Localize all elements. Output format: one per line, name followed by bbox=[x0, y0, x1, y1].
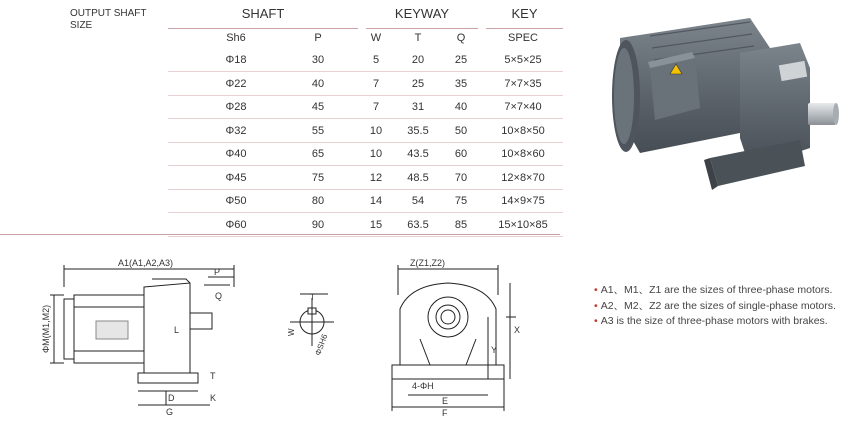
cell-t: 20 bbox=[411, 54, 425, 66]
cell-t: 25 bbox=[411, 77, 425, 90]
label-f: F bbox=[442, 408, 448, 418]
group-header-shaft: SHAFT bbox=[168, 2, 358, 29]
group-header-keyway: KEYWAY bbox=[366, 2, 478, 29]
table-bottom-rule bbox=[0, 234, 560, 235]
table-row bbox=[168, 142, 563, 166]
label-z: Z(Z1,Z2) bbox=[410, 258, 445, 268]
label-q: Q bbox=[215, 291, 223, 301]
cell-spec: 12×8×70 bbox=[501, 171, 545, 184]
cell-spec: 5×5×25 bbox=[504, 54, 542, 66]
col-header-t: T bbox=[414, 32, 422, 44]
table-row bbox=[168, 166, 563, 190]
cell-w: 15 bbox=[369, 218, 383, 231]
cell-spec: 14×9×75 bbox=[501, 195, 545, 207]
cell-sh6: Φ32 bbox=[225, 124, 247, 137]
label-k: K bbox=[210, 393, 217, 403]
cell-p: 30 bbox=[311, 54, 325, 66]
front-view-drawing bbox=[370, 255, 530, 420]
table-header bbox=[168, 2, 563, 44]
cell-p: 55 bbox=[311, 124, 325, 137]
cell-sh6: Φ60 bbox=[225, 218, 247, 231]
label-m: ΦM(M1,M2) bbox=[41, 304, 51, 353]
table-row bbox=[168, 213, 563, 237]
side-view-drawing bbox=[40, 255, 260, 420]
cell-spec: 10×8×60 bbox=[501, 148, 545, 160]
group-header-key: KEY bbox=[486, 2, 563, 29]
cell-w: 10 bbox=[369, 124, 383, 137]
table-row bbox=[168, 72, 563, 96]
table-row bbox=[168, 48, 563, 72]
label-d: D bbox=[168, 393, 175, 403]
cell-sh6: Φ28 bbox=[225, 101, 247, 113]
col-header-p: P bbox=[314, 32, 322, 44]
label-e: E bbox=[442, 396, 449, 406]
cell-w: 7 bbox=[372, 77, 380, 90]
cell-w: 7 bbox=[372, 101, 380, 113]
gear-motor-image bbox=[600, 8, 840, 208]
cell-t: 31 bbox=[411, 101, 425, 113]
cell-q: 85 bbox=[454, 218, 468, 231]
col-header-q: Q bbox=[456, 32, 466, 44]
cell-w: 12 bbox=[369, 171, 383, 184]
cell-q: 50 bbox=[454, 124, 468, 137]
cell-p: 75 bbox=[311, 171, 325, 184]
table-row bbox=[168, 189, 563, 213]
cell-p: 40 bbox=[311, 77, 325, 90]
cell-q: 75 bbox=[454, 195, 468, 207]
note-item bbox=[594, 299, 850, 315]
label-g: G bbox=[166, 407, 174, 417]
bullet-icon: • bbox=[594, 315, 598, 327]
cell-sh6: Φ18 bbox=[225, 54, 247, 66]
note-item bbox=[594, 314, 850, 330]
row-divider bbox=[168, 236, 563, 237]
label-y: Y bbox=[491, 345, 498, 355]
cell-p: 65 bbox=[311, 148, 325, 160]
cell-spec: 15×10×85 bbox=[498, 218, 548, 231]
cell-spec: 7×7×40 bbox=[504, 101, 542, 113]
cell-spec: 10×8×50 bbox=[501, 124, 545, 137]
note-text: A3 is the size of three-phase motors with brakes. bbox=[600, 315, 828, 327]
label-shaft-sh6: ΦSH6 bbox=[313, 332, 330, 357]
label-x: X bbox=[514, 325, 521, 335]
col-header-sh6: Sh6 bbox=[226, 32, 246, 44]
table-title: OUTPUT SHAFT SIZE bbox=[70, 8, 147, 31]
col-header-w: W bbox=[370, 32, 382, 44]
cell-p: 90 bbox=[311, 218, 325, 231]
cell-w: 10 bbox=[369, 148, 383, 160]
note-text: A2、M2、Z2 are the sizes of single-phase motors. bbox=[600, 299, 836, 312]
notes-list bbox=[594, 283, 850, 330]
bullet-icon: • bbox=[594, 284, 598, 296]
label-a1: A1(A1,A2,A3) bbox=[118, 258, 174, 268]
table-row bbox=[168, 119, 563, 143]
cell-t: 43.5 bbox=[407, 148, 429, 160]
cell-sh6: Φ45 bbox=[225, 171, 247, 184]
cell-t: 54 bbox=[411, 195, 425, 207]
cell-w: 5 bbox=[372, 54, 380, 66]
cell-t: 63.5 bbox=[407, 218, 429, 231]
label-t: T bbox=[210, 371, 216, 381]
cell-spec: 7×7×35 bbox=[504, 77, 542, 90]
label-shaft-w: W bbox=[287, 328, 296, 336]
cell-q: 60 bbox=[454, 148, 468, 160]
cell-q: 70 bbox=[454, 171, 468, 184]
col-header-spec: SPEC bbox=[508, 32, 538, 44]
cell-q: 40 bbox=[454, 101, 468, 113]
note-item bbox=[594, 283, 850, 299]
label-p: P bbox=[214, 267, 221, 277]
cell-t: 48.5 bbox=[407, 171, 429, 184]
shaft-section-drawing bbox=[286, 290, 346, 360]
label-l: L bbox=[174, 325, 180, 335]
cell-q: 35 bbox=[454, 77, 468, 90]
label-h: 4-ΦH bbox=[412, 381, 434, 391]
cell-sh6: Φ40 bbox=[225, 148, 247, 160]
label-shaft-t: T bbox=[310, 293, 315, 302]
cell-p: 45 bbox=[311, 101, 325, 113]
bullet-icon: • bbox=[594, 299, 598, 312]
cell-w: 14 bbox=[369, 195, 383, 207]
cell-sh6: Φ50 bbox=[225, 195, 247, 207]
cell-sh6: Φ22 bbox=[225, 77, 247, 90]
table-row bbox=[168, 95, 563, 119]
note-text: A1、M1、Z1 are the sizes of three-phase motors. bbox=[600, 284, 833, 296]
cell-q: 25 bbox=[454, 54, 468, 66]
cell-p: 80 bbox=[311, 195, 325, 207]
cell-t: 35.5 bbox=[407, 124, 429, 137]
